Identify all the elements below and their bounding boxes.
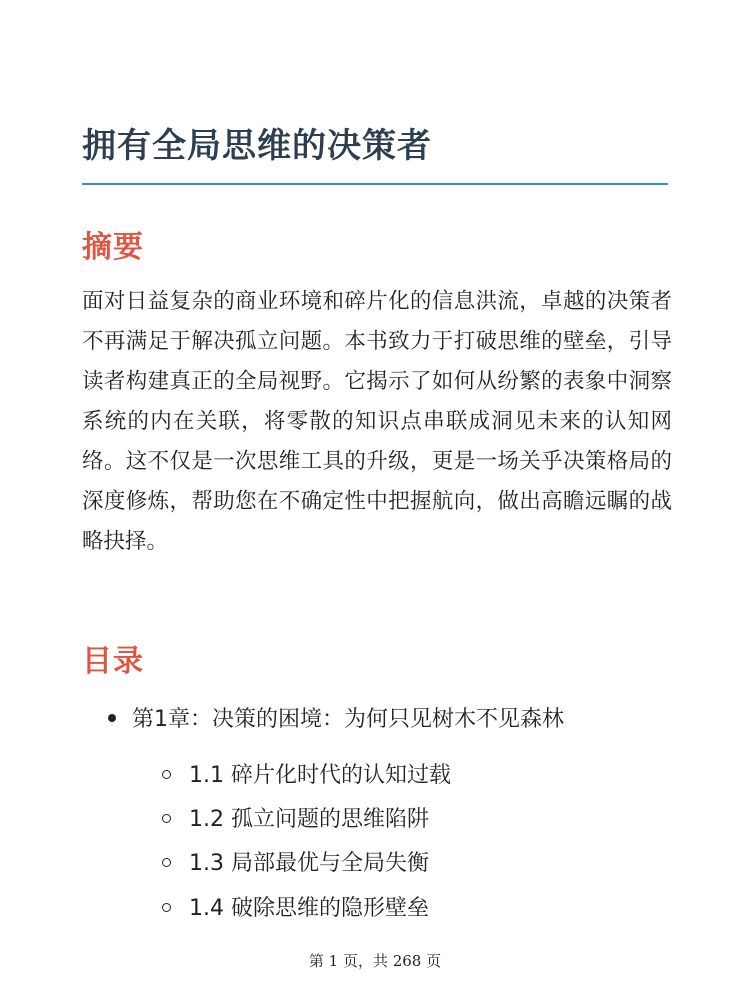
toc-chapter-1 bbox=[108, 702, 564, 733]
toc-chapter-label: 第1章：决策的困境：为何只见树木不见森林 bbox=[132, 707, 564, 732]
bullet-circle-icon bbox=[162, 858, 171, 867]
toc-section-label: 1.1 碎片化时代的认知过载 bbox=[189, 763, 451, 788]
page-footer: 第 1 页，共 268 页 bbox=[308, 952, 442, 970]
title-divider bbox=[82, 183, 668, 185]
bullet-circle-icon bbox=[162, 770, 171, 779]
abstract-heading: 摘要 bbox=[82, 230, 144, 265]
toc-section-1-1 bbox=[162, 758, 451, 789]
bullet-disc-icon bbox=[108, 714, 116, 722]
toc-section-label: 1.4 破除思维的隐形壁垒 bbox=[189, 896, 429, 921]
bullet-circle-icon bbox=[162, 903, 171, 912]
document-title: 拥有全局思维的决策者 bbox=[82, 126, 432, 166]
toc-section-1-4 bbox=[162, 891, 429, 922]
abstract-body: 面对日益复杂的商业环境和碎片化的信息洪流，卓越的决策者不再满足于解决孤立问题。本书致力于打破思维的壁垒，引导读者构建真正的全局视野。它揭示了如何从纷繁的表象中洞察系统的内在关联，将零散的知识点串联成洞见未来的认知网络。这不仅是一次思维工具的升级，更是一场关乎决策格局的深度修炼，帮助您在不确定性中把握航向，做出高瞻远瞩的战略抉择。 bbox=[82, 289, 672, 554]
toc-section-label: 1.2 孤立问题的思维陷阱 bbox=[189, 807, 429, 832]
toc-heading: 目录 bbox=[82, 644, 144, 679]
toc-section-1-2 bbox=[162, 802, 429, 833]
toc-section-1-3 bbox=[162, 846, 429, 877]
bullet-circle-icon bbox=[162, 814, 171, 823]
toc-section-label: 1.3 局部最优与全局失衡 bbox=[189, 851, 429, 876]
